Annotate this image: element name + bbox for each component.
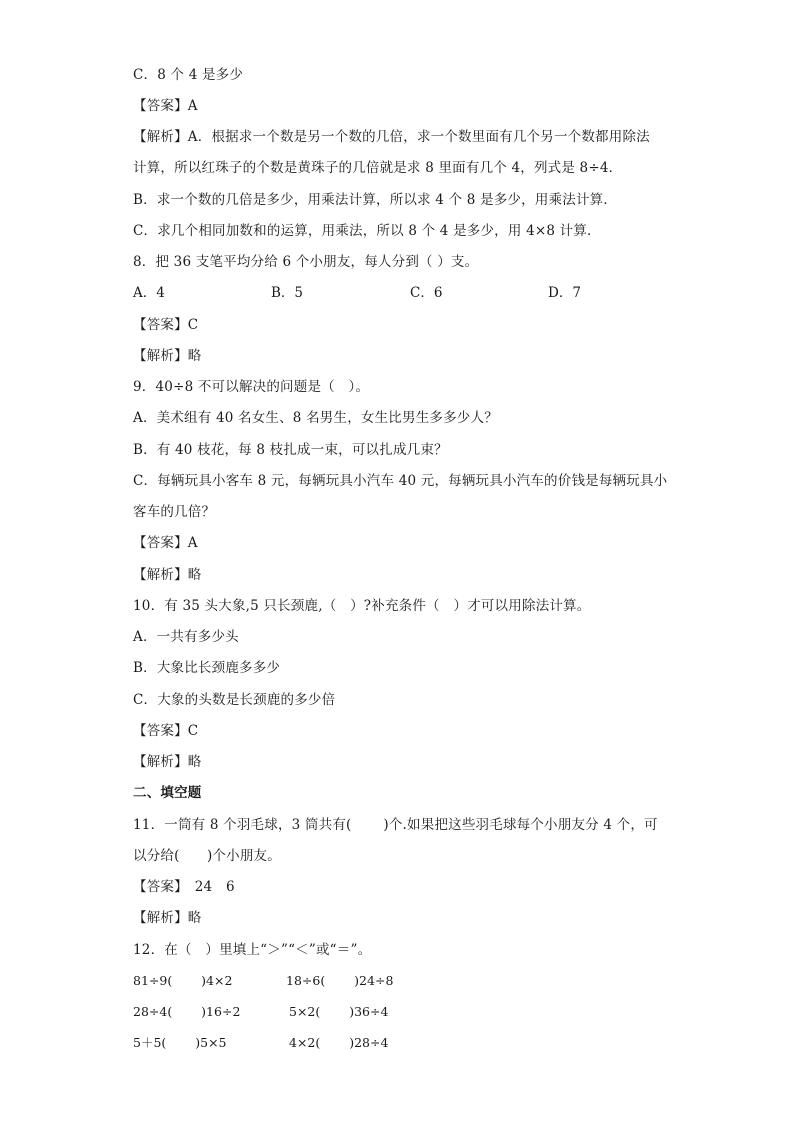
section-title-fill-in: 二、填空题 <box>133 785 202 801</box>
q11-analysis: 【解析】略 <box>133 910 202 926</box>
q10-option-c: C．大象的头数是长颈鹿的多少倍 <box>133 692 336 708</box>
q8-option-d: D．7 <box>548 285 581 301</box>
q12-row2-col1: 28÷4( )16÷2 <box>133 1004 241 1019</box>
q12-row3-col1: 5＋5( )5×5 <box>133 1035 227 1050</box>
q9-answer: 【答案】A <box>133 535 198 551</box>
q8-option-b: B．5 <box>271 285 304 301</box>
q10-analysis: 【解析】略 <box>133 754 202 770</box>
q12-row2-col2: 5×2( )36÷4 <box>289 1004 389 1019</box>
q9-option-c-line-1: C．每辆玩具小客车 8 元，每辆玩具小汽车 40 元，每辆玩具小汽车的价钱是每辆玩具小 <box>133 473 668 489</box>
q9-option-b: B．有 40 枝花，每 8 枝扎成一束，可以扎成几束？ <box>133 442 448 458</box>
q9-option-a: A．美术组有 40 名女生、8 名男生，女生比男生多多少人？ <box>133 410 498 426</box>
q7-analysis-line-3: B．求一个数的几倍是多少，用乘法计算，所以求 4 个 8 是多少，用乘法计算． <box>133 192 618 208</box>
q7-analysis-line-4: C．求几个相同加数和的运算，用乘法，所以 8 个 4 是多少，用 4×8 计算． <box>133 223 601 239</box>
q11-question-line-2: 以分给( )个小朋友。 <box>133 848 281 864</box>
q9-option-c-line-2: 客车的几倍？ <box>133 504 216 520</box>
q12-question: 12．在（ ）里填上“＞”“＜”或“＝”。 <box>133 942 372 958</box>
q8-option-a: A．4 <box>133 285 165 301</box>
q10-option-a: A．一共有多少头 <box>133 629 239 645</box>
q8-question: 8．把 36 支笔平均分给 6 个小朋友，每人分到（ ）支。 <box>133 254 479 270</box>
q11-answer: 【答案】 24 6 <box>133 879 235 895</box>
q7-option-c: C．8 个 4 是多少 <box>133 67 244 83</box>
q9-analysis: 【解析】略 <box>133 567 202 583</box>
q12-row3-col2: 4×2( )28÷4 <box>289 1035 389 1050</box>
q10-answer: 【答案】C <box>133 723 199 739</box>
q10-question: 10．有 35 头大象,5 只长颈鹿,（ ）?补充条件（ ）才可以用除法计算。 <box>133 598 591 614</box>
q8-option-c: C．6 <box>410 285 443 301</box>
q12-row1-col1: 81÷9( )4×2 <box>133 973 233 988</box>
q7-analysis-line-1: 【解析】A．根据求一个数是另一个数的几倍，求一个数里面有几个另一个数都用除法 <box>133 129 650 145</box>
q8-analysis: 【解析】略 <box>133 348 202 364</box>
q11-question-line-1: 11．一筒有 8 个羽毛球，3 筒共有( )个.如果把这些羽毛球每个小朋友分 4 个，可 <box>133 817 658 833</box>
q9-question: 9．40÷8 不可以解决的问题是（ ）。 <box>133 379 370 395</box>
q12-row1-col2: 18÷6( )24÷8 <box>286 973 394 988</box>
q7-answer: 【答案】A <box>133 98 198 114</box>
q8-answer: 【答案】C <box>133 317 199 333</box>
q7-analysis-line-2: 计算，所以红珠子的个数是黄珠子的几倍就是求 8 里面有几个 4，列式是 8÷4． <box>133 160 623 176</box>
q10-option-b: B．大象比长颈鹿多多少 <box>133 660 281 676</box>
